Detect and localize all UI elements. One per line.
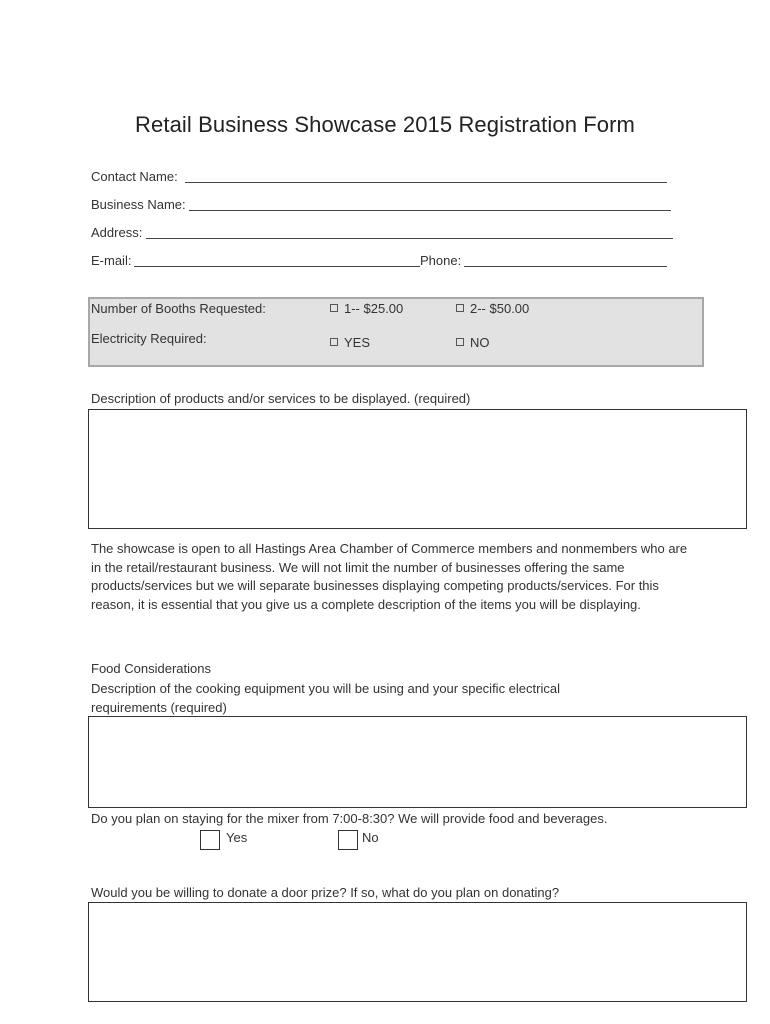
contact-name-label: Contact Name:: [91, 169, 178, 184]
checkbox-icon: [456, 304, 464, 312]
email-label: E-mail:: [91, 253, 132, 268]
checkbox-icon: [330, 304, 338, 312]
electricity-label: Electricity Required:: [91, 331, 207, 346]
contact-name-field[interactable]: [185, 182, 667, 183]
business-name-field[interactable]: [189, 210, 671, 211]
food-description-label: Description of the cooking equipment you will be using and your specific electrical requirements (required): [91, 681, 560, 715]
checkbox-icon: [330, 338, 338, 346]
food-heading: Food Considerations: [91, 661, 211, 676]
mixer-question: Do you plan on staying for the mixer from 7:00-8:30? We will provide food and beverages.: [91, 811, 608, 826]
mixer-yes-label: Yes: [226, 830, 248, 845]
business-name-label: Business Name:: [91, 197, 186, 212]
mixer-no-label: No: [362, 830, 379, 845]
email-field[interactable]: [134, 266, 420, 267]
description-textarea[interactable]: [88, 409, 747, 529]
checkbox-icon: [456, 338, 464, 346]
phone-label: Phone:: [420, 253, 462, 268]
mixer-yes-checkbox[interactable]: [200, 830, 220, 850]
page-title: Retail Business Showcase 2015 Registration Form: [135, 112, 635, 137]
mixer-no-checkbox[interactable]: [338, 830, 358, 850]
door-prize-question: Would you be willing to donate a door prize? If so, what do you plan on donating?: [91, 885, 560, 900]
address-label: Address:: [91, 225, 143, 240]
electricity-no-option[interactable]: NO: [456, 335, 490, 350]
booth-option-1[interactable]: 1-- $25.00: [330, 301, 403, 316]
door-prize-textarea[interactable]: [88, 902, 747, 1002]
booths-label: Number of Booths Requested:: [91, 301, 266, 316]
phone-field[interactable]: [464, 266, 667, 267]
description-label: Description of products and/or services to be displayed. (required): [91, 391, 471, 406]
booth-option-2[interactable]: 2-- $50.00: [456, 301, 529, 316]
address-field[interactable]: [146, 238, 673, 239]
electricity-yes-option[interactable]: YES: [330, 335, 370, 350]
food-textarea[interactable]: [88, 716, 747, 808]
showcase-paragraph: The showcase is open to all Hastings Area Chamber of Commerce members and nonmembers who are in the retail/restaurant business. We will not limit the number of businesses offering the same products/services but we will separate businesses displaying competing products/services. For this reason, it is essential that you give us a complete description of the items you will be displaying.: [91, 541, 688, 612]
